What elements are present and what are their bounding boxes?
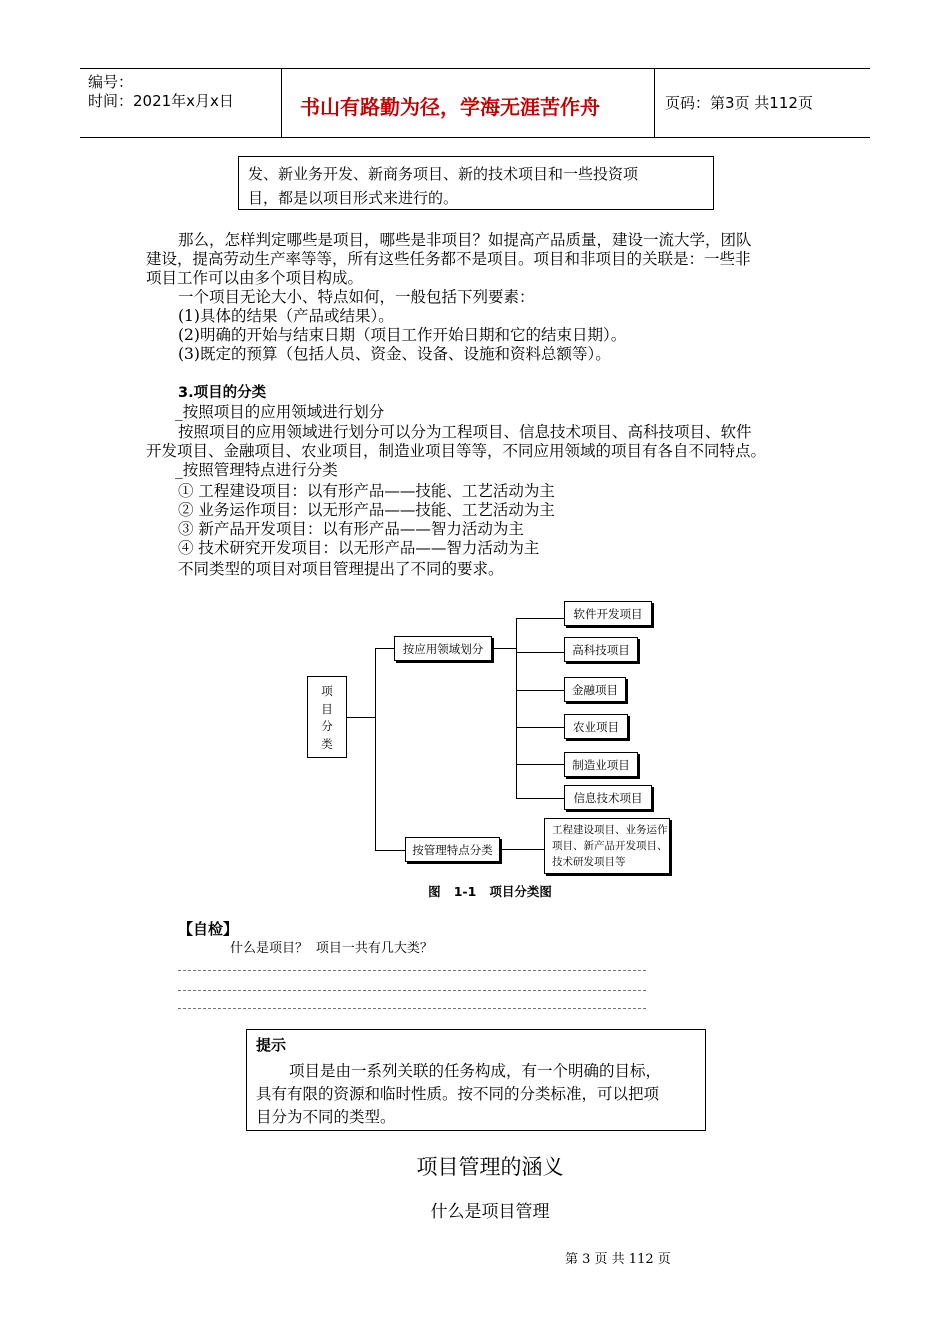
mgmt-box-line: 项目、新产品开发项目、 [552, 840, 668, 852]
header-meta [80, 69, 281, 137]
root-char: 分 [321, 719, 333, 733]
page-footer: 第 3 页 共 112 页 [565, 1252, 671, 1267]
connector [516, 652, 564, 653]
leaf-software-dev: 软件开发项目 [564, 601, 652, 626]
tip-line-1: 项目是由一系列关联的任务构成，有一个明确的目标， [289, 1062, 662, 1080]
leaf-it: 信息技术项目 [564, 785, 652, 810]
continuation-line-2: 目，都是以项目形式来进行的。 [248, 189, 459, 207]
self-check-question: 什么是项目？ 项目一共有几大类？ [230, 941, 433, 956]
tip-box [246, 1029, 706, 1131]
heading-what-is-pm: 什么是项目管理 [430, 1202, 550, 1222]
branch-management-feature: 按管理特点分类 [405, 837, 500, 862]
paragraph-4: 不同类型的项目对项目管理提出了不同的要求。 [178, 560, 504, 578]
mgmt-item-3: ③ 新产品开发项目：以有形产品——智力活动为主 [178, 520, 524, 538]
root-char: 项 [321, 684, 333, 698]
section-title: 3.项目的分类 [178, 385, 267, 401]
paragraph-1-line-1: 那么，怎样判定哪些是项目，哪些是非项目？如提高产品质量，建设一流大学，团队 [178, 231, 752, 249]
continuation-line-1: 发、新业务开发、新商务项目、新的技术项目和一些投资项 [248, 165, 639, 183]
element-3: (3)既定的预算（包括人员、资金、设备、设施和资料总额等）。 [178, 345, 611, 363]
element-1: (1)具体的结果（产品或结果）。 [178, 307, 394, 325]
header-motto-cell [281, 69, 655, 137]
connector [492, 648, 516, 649]
mgmt-item-2: ② 业务运作项目：以无形产品——技能、工艺活动为主 [178, 501, 555, 519]
leaf-high-tech: 高科技项目 [564, 637, 638, 662]
root-char: 目 [321, 701, 333, 716]
diagram-root-node [307, 676, 347, 758]
paragraph-1-line-2: 建设，提高劳动生产率等等，所有这些任务都不是项目。项目和非项目的关联是：一些非 [146, 250, 751, 268]
mgmt-box-line: 工程建设项目、业务运作 [552, 824, 668, 836]
connector [516, 764, 564, 765]
answer-line[interactable] [178, 1008, 646, 1009]
continuation-box [238, 156, 714, 210]
page-header [80, 68, 870, 138]
paragraph-2: 一个项目无论大小、特点如何，一般包括下列要素： [178, 288, 535, 306]
motto: 书山有路勤为径，学海无涯苦作舟 [300, 95, 600, 119]
tip-line-3: 目分为不同的类型。 [256, 1108, 396, 1126]
tip-line-2: 具有有限的资源和临时性质。按不同的分类标准，可以把项 [256, 1085, 660, 1103]
root-char: 类 [321, 736, 333, 751]
connector [516, 798, 564, 799]
self-check-title: 【自检】 [178, 920, 239, 938]
branch-application-domain: 按应用领域划分 [394, 636, 492, 661]
heading-project-management-meaning: 项目管理的涵义 [416, 1155, 564, 1179]
mgmt-item-4: ④ 技术研究开发项目：以无形产品——智力活动为主 [178, 539, 540, 557]
paragraph-3-line-2: 开发项目、金融项目、农业项目，制造业项目等等，不同应用领域的项目有各自不同特点。 [146, 442, 767, 460]
subheading-1: _按照项目的应用领域进行划分 [175, 403, 385, 421]
connector [516, 618, 564, 619]
time-label: 时间：2021年x月x日 [88, 92, 234, 110]
connector [500, 849, 544, 850]
answer-line[interactable] [178, 990, 646, 991]
paragraph-1-line-3: 项目工作可以由多个项目构成。 [146, 269, 364, 287]
connector [346, 717, 375, 718]
header-page-cell [655, 69, 870, 137]
connector [516, 690, 564, 691]
connector [516, 618, 517, 798]
mgmt-box-line: 技术研发项目等 [552, 856, 626, 868]
figure-caption: 图 1-1 项目分类图 [428, 884, 552, 899]
paragraph-3-line-1: 按照项目的应用领域进行划分可以分为工程项目、信息技术项目、高科技项目、软件 [178, 423, 752, 441]
leaf-agriculture: 农业项目 [564, 714, 628, 739]
mgmt-item-1: ① 工程建设项目：以有形产品——技能、工艺活动为主 [178, 482, 555, 500]
connector [375, 648, 376, 850]
leaf-manufacturing: 制造业项目 [564, 752, 638, 777]
connector [375, 850, 405, 851]
element-2: (2)明确的开始与结束日期（项目工作开始日期和它的结束日期）。 [178, 326, 627, 344]
connector [516, 727, 564, 728]
connector [375, 648, 395, 649]
subheading-2: _按照管理特点进行分类 [175, 461, 338, 479]
page-label: 页码：第3页 共112页 [665, 94, 813, 112]
leaf-finance: 金融项目 [564, 677, 626, 702]
answer-line[interactable] [178, 970, 646, 971]
number-label: 编号： [88, 73, 134, 91]
tip-title: 提示 [256, 1036, 287, 1054]
management-types-box [544, 818, 670, 874]
